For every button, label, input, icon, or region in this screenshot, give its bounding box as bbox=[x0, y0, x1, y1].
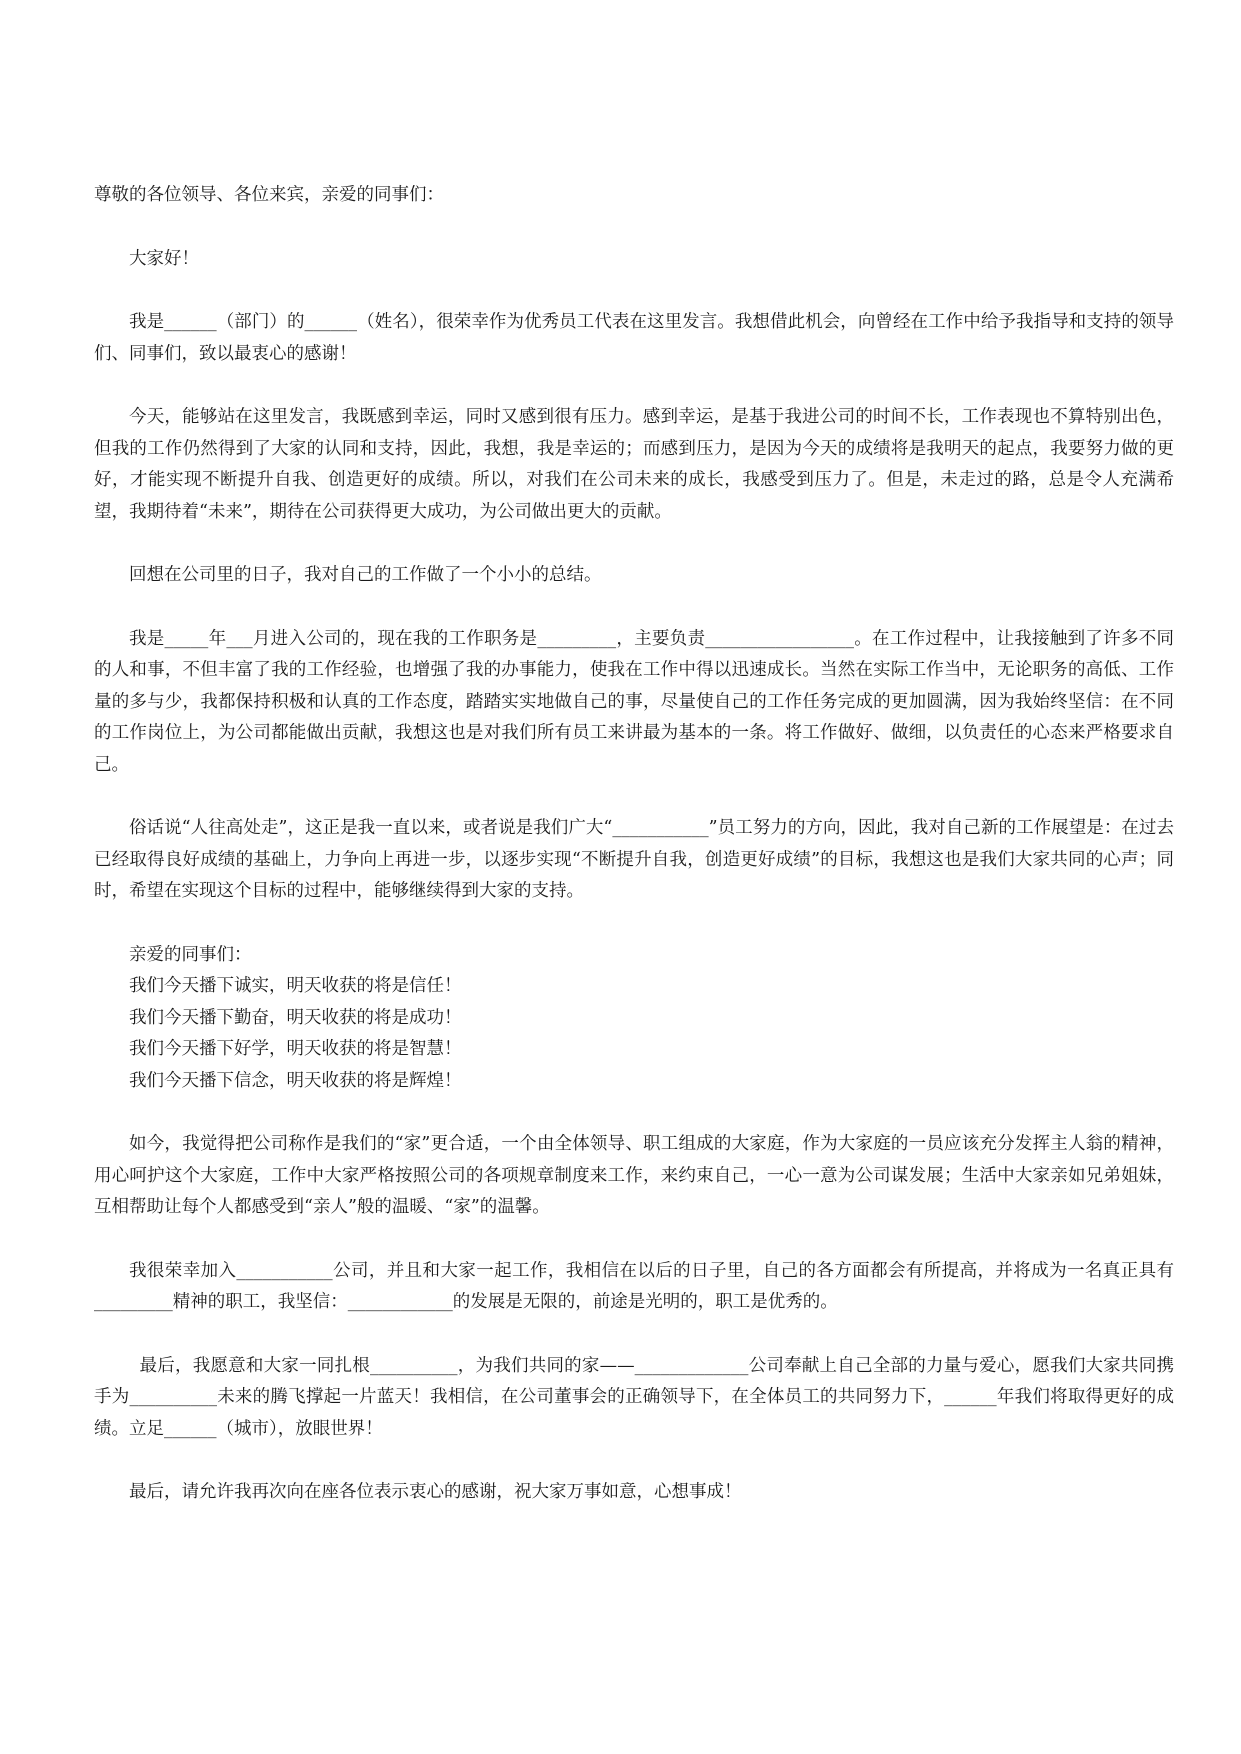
greeting: 大家好！ bbox=[129, 248, 199, 269]
paragraph-closing: 最后，请允许我再次向在座各位表示衷心的感谢，祝大家万事如意，心想事成！ bbox=[129, 1482, 742, 1502]
list-line: 我们今天播下好学，明天收获的将是智慧！ bbox=[129, 1039, 462, 1059]
paragraph-saying: 俗话说“人往高处走”，这正是我一直以来，或者说是我们广大“___________”员工努力的方向，因此，我对自己新的工作展望是：在过去已经取得良好成绩的基础上，力争向上再进一步，以逐步实现“不断提升自我，创造更好成绩”的目标，我想这也是我们大家共同的心声；同时，希望在实现这个目标的过程中，能够继续得到大家的支持。 bbox=[94, 818, 1174, 901]
colleagues-heading: 亲爱的同事们： bbox=[129, 944, 252, 965]
paragraph-join: 我很荣幸加入___________公司，并且和大家一起工作，我相信在以后的日子里，自己的各方面都会有所提高，并将成为一名真正具有_________精神的职工，我坚信：____________的发展是无限的，前途是光明的，职工是优秀的。 bbox=[94, 1260, 1174, 1312]
list-line: 我们今天播下勤奋，明天收获的将是成功！ bbox=[129, 1007, 462, 1028]
list-line: 我们今天播下诚实，明天收获的将是信任！ bbox=[129, 976, 462, 996]
paragraph-work: 我是_____年___月进入公司的，现在我的工作职务是_________，主要负责_________________。在工作过程中，让我接触到了许多不同的人和事，不但丰富了我的工作经验，也增强了我的办事能力，使我在工作中得以迅速成长。当然在实际工作当中，无论职务的高低、工作量的多与少，我都保持积极和认真的工作态度，踏踏实实地做自己的事，尽量使自己的工作任务完成的更加圆满，因为我始终坚信：在不同的工作岗位上，为公司都能做出贡献，我想这也是对我们所有员工来讲最为基本的一条。将工作做好、做细，以负责任的心态来严格要求自己。 bbox=[94, 628, 1174, 775]
document-body bbox=[94, 180, 1174, 1509]
paragraph-home: 如今，我觉得把公司称作是我们的“家”更合适，一个由全体领导、职工组成的大家庭，作为大家庭的一员应该充分发挥主人翁的精神，用心呵护这个大家庭，工作中大家严格按照公司的各项规章制度来工作，来约束自己，一心一意为公司谋发展；生活中大家亲如兄弟姐妹，互相帮助让每个人都感受到“亲人”般的温暖、“家”的温馨。 bbox=[94, 1134, 1174, 1217]
paragraph-today: 今天，能够站在这里发言，我既感到幸运，同时又感到很有压力。感到幸运，是基于我进公司的时间不长，工作表现也不算特别出色，但我的工作仍然得到了大家的认同和支持，因此，我想，我是幸运的；而感到压力，是因为今天的成绩将是我明天的起点，我要努力做的更好，才能实现不断提升自我、创造更好的成绩。所以，对我们在公司未来的成长，我感受到压力了。但是，未走过的路，总是令人充满希望，我期待着“未来”，期待在公司获得更大成功，为公司做出更大的贡献。 bbox=[94, 407, 1174, 522]
paragraph-intro: 我是______（部门）的______（姓名），很荣幸作为优秀员工代表在这里发言。我想借此机会，向曾经在工作中给予我指导和支持的领导们、同事们，致以最衷心的感谢！ bbox=[94, 312, 1174, 364]
paragraph-review: 回想在公司里的日子，我对自己的工作做了一个小小的总结。 bbox=[129, 565, 602, 585]
paragraph-finally: 最后，我愿意和大家一同扎根__________，为我们共同的家——_____________公司奉献上自己全部的力量与爱心，愿我们大家共同携手为__________未来的腾飞撑起一片蓝天！我相信，在公司董事会的正确领导下，在全体员工的共同努力下，______年我们将取得更好的成绩。立足______（城市），放眼世界！ bbox=[94, 1355, 1174, 1439]
salutation: 尊敬的各位领导、各位来宾，亲爱的同事们： bbox=[94, 185, 444, 205]
list-line: 我们今天播下信念，明天收获的将是辉煌！ bbox=[129, 1070, 462, 1091]
